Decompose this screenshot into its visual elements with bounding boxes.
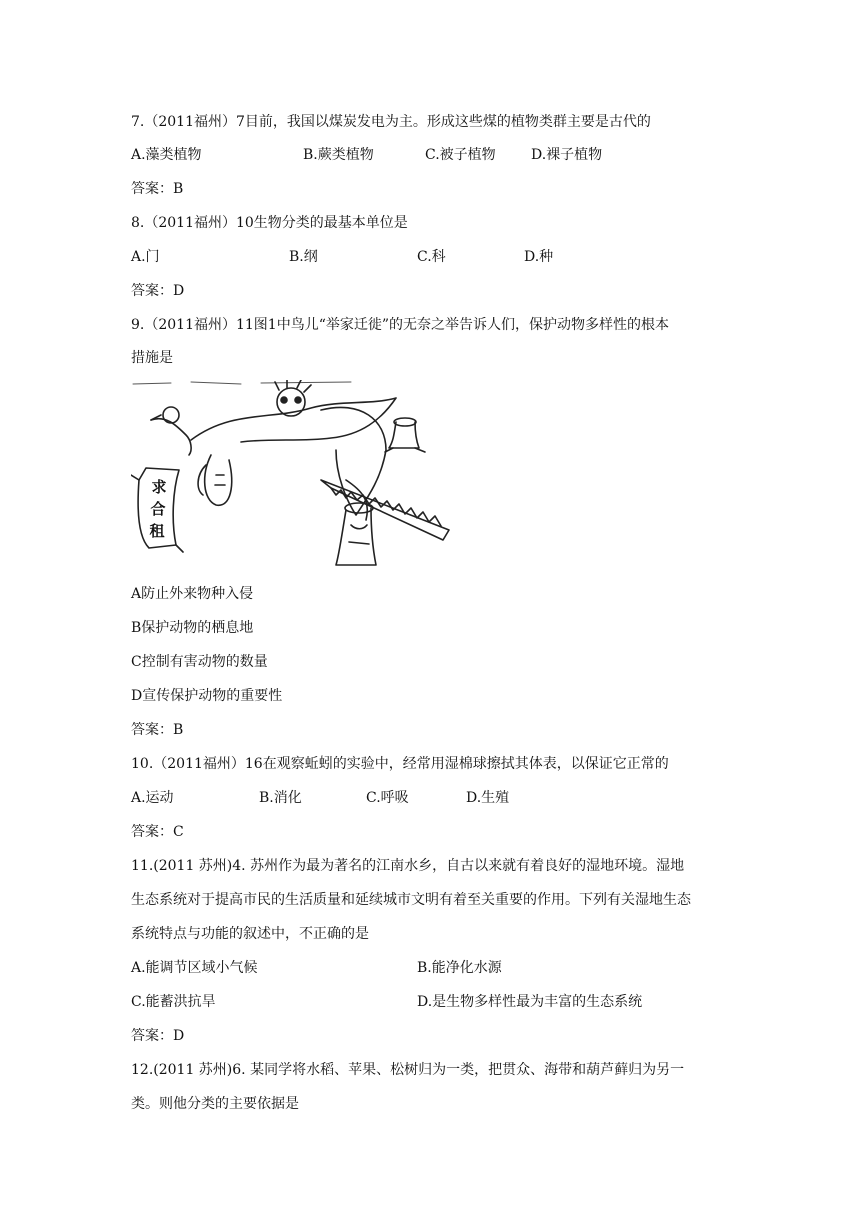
question-7-stem: 7.（2011福州）7目前，我国以煤炭发电为主。形成这些煤的植物类群主要是古代的 (131, 114, 651, 130)
question-10-option-d: D.生殖 (466, 790, 510, 806)
question-7-option-a: A.藻类植物 (131, 147, 202, 163)
question-10-option-a: A.运动 (131, 790, 174, 806)
question-11-stem-line-1: 11.(2011 苏州)4. 苏州作为最为著名的江南水乡，自古以来就有着良好的湿地环境。湿地 (131, 858, 685, 874)
question-10-stem: 10.（2011福州）16在观察蚯蚓的实验中，经常用湿棉球擦拭其体表，以保证它正常的 (131, 756, 669, 772)
question-8-option-c: C.科 (417, 249, 446, 265)
question-8-answer: 答案：D (131, 283, 185, 299)
figure-sign-char-3: 租 (149, 524, 165, 540)
question-8-stem: 8.（2011福州）10生物分类的最基本单位是 (131, 215, 408, 231)
question-11-option-b: B.能净化水源 (417, 960, 502, 976)
question-7-option-c: C.被子植物 (425, 147, 496, 163)
question-7-option-d: D.裸子植物 (531, 147, 603, 163)
question-11-option-d: D.是生物多样性最为丰富的生态系统 (417, 994, 643, 1010)
question-11-answer: 答案：D (131, 1028, 185, 1044)
question-7-option-b: B.蕨类植物 (303, 147, 374, 163)
question-9-figure-illustration (131, 380, 451, 570)
question-10-option-c: C.呼吸 (366, 790, 409, 806)
question-9-stem-line-1: 9.（2011福州）11图1中鸟儿“举家迁徙”的无奈之举告诉人们，保护动物多样性的根本 (131, 317, 670, 333)
question-10-answer: 答案：C (131, 824, 184, 840)
question-9-answer: 答案：B (131, 722, 184, 738)
question-11-stem-line-2: 生态系统对于提高市民的生活质量和延续城市文明有着至关重要的作用。下列有关湿地生态 (131, 892, 691, 908)
question-9-option-b: B保护动物的栖息地 (131, 620, 254, 636)
figure-sign-char-2: 合 (150, 502, 166, 518)
question-7-answer: 答案：B (131, 181, 184, 197)
question-8-option-b: B.纲 (289, 249, 318, 265)
question-9-option-c: C控制有害动物的数量 (131, 654, 268, 670)
question-9-option-a: A防止外来物种入侵 (131, 586, 254, 602)
question-11-stem-line-3: 系统特点与功能的叙述中，不正确的是 (131, 926, 369, 942)
question-9-stem-line-2: 措施是 (131, 350, 173, 366)
question-8-option-a: A.门 (131, 249, 160, 265)
question-11-option-a: A.能调节区域小气候 (131, 960, 258, 976)
question-9-option-d: D宣传保护动物的重要性 (131, 688, 283, 704)
question-12-stem-line-2: 类。则他分类的主要依据是 (131, 1096, 299, 1112)
question-10-option-b: B.消化 (259, 790, 302, 806)
question-11-option-c: C.能蓄洪抗旱 (131, 994, 216, 1010)
figure-sign-char-1: 求 (151, 480, 167, 496)
question-12-stem-line-1: 12.(2011 苏州)6. 某同学将水稻、苹果、松树归为一类，把贯众、海带和葫芦藓归为另一 (131, 1062, 685, 1078)
question-8-option-d: D.种 (524, 249, 554, 265)
